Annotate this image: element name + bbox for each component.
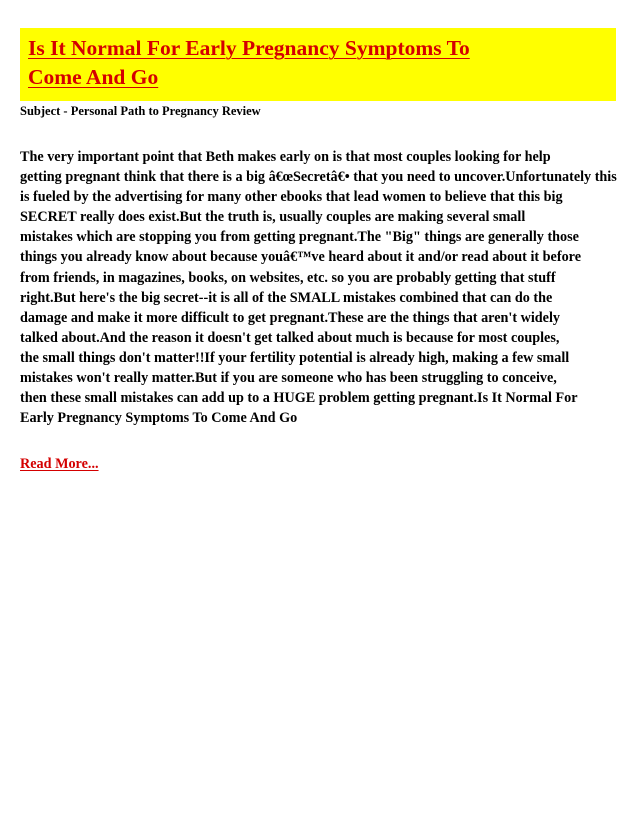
- title-banner: [20, 28, 616, 101]
- article-line: damage and make it more difficult to get pregnant.These are the things that aren't widely: [20, 309, 561, 326]
- article-line: mistakes which are stopping you from getting pregnant.The "Big" things are generally those: [20, 229, 579, 246]
- page-title-line-1[interactable]: Is It Normal For Early Pregnancy Symptoms To: [28, 36, 470, 60]
- article-body: [20, 147, 638, 428]
- article-line: talked about.And the reason it doesn't get talked about much is because for most couples,: [20, 329, 560, 346]
- read-more-link[interactable]: Read More...: [20, 456, 99, 472]
- article-line: right.But here's the big secret--it is all of the SMALL mistakes combined that can do the: [20, 289, 553, 306]
- article-line: mistakes won't really matter.But if you are someone who has been struggling to conceive,: [20, 370, 557, 387]
- article-line: things you already know about because youâ€™ve heard about it and/or read about it before: [20, 249, 581, 266]
- article-line: is fueled by the advertising for many other ebooks that lead women to believe that this big: [20, 189, 563, 206]
- article-line: Early Pregnancy Symptoms To Come And Go: [20, 410, 298, 427]
- page-title[interactable]: [28, 34, 608, 92]
- subject-line: Subject - Personal Path to Pregnancy Review: [20, 104, 261, 118]
- article-line: from friends, in magazines, books, on websites, etc. so you are probably getting that stuff: [20, 269, 556, 286]
- page-title-line-2[interactable]: Come And Go: [28, 65, 159, 89]
- article-line: then these small mistakes can add up to a HUGE problem getting pregnant.Is It Normal For: [20, 390, 578, 407]
- article-line: the small things don't matter!!If your fertility potential is already high, making a few small: [20, 349, 570, 366]
- article-line: SECRET really does exist.But the truth is, usually couples are making several small: [20, 209, 526, 226]
- article-line: getting pregnant think that there is a big â€œSecretâ€• that you need to uncover.Unfortunately this: [20, 169, 617, 186]
- article-line: The very important point that Beth makes early on is that most couples looking for help: [20, 149, 551, 165]
